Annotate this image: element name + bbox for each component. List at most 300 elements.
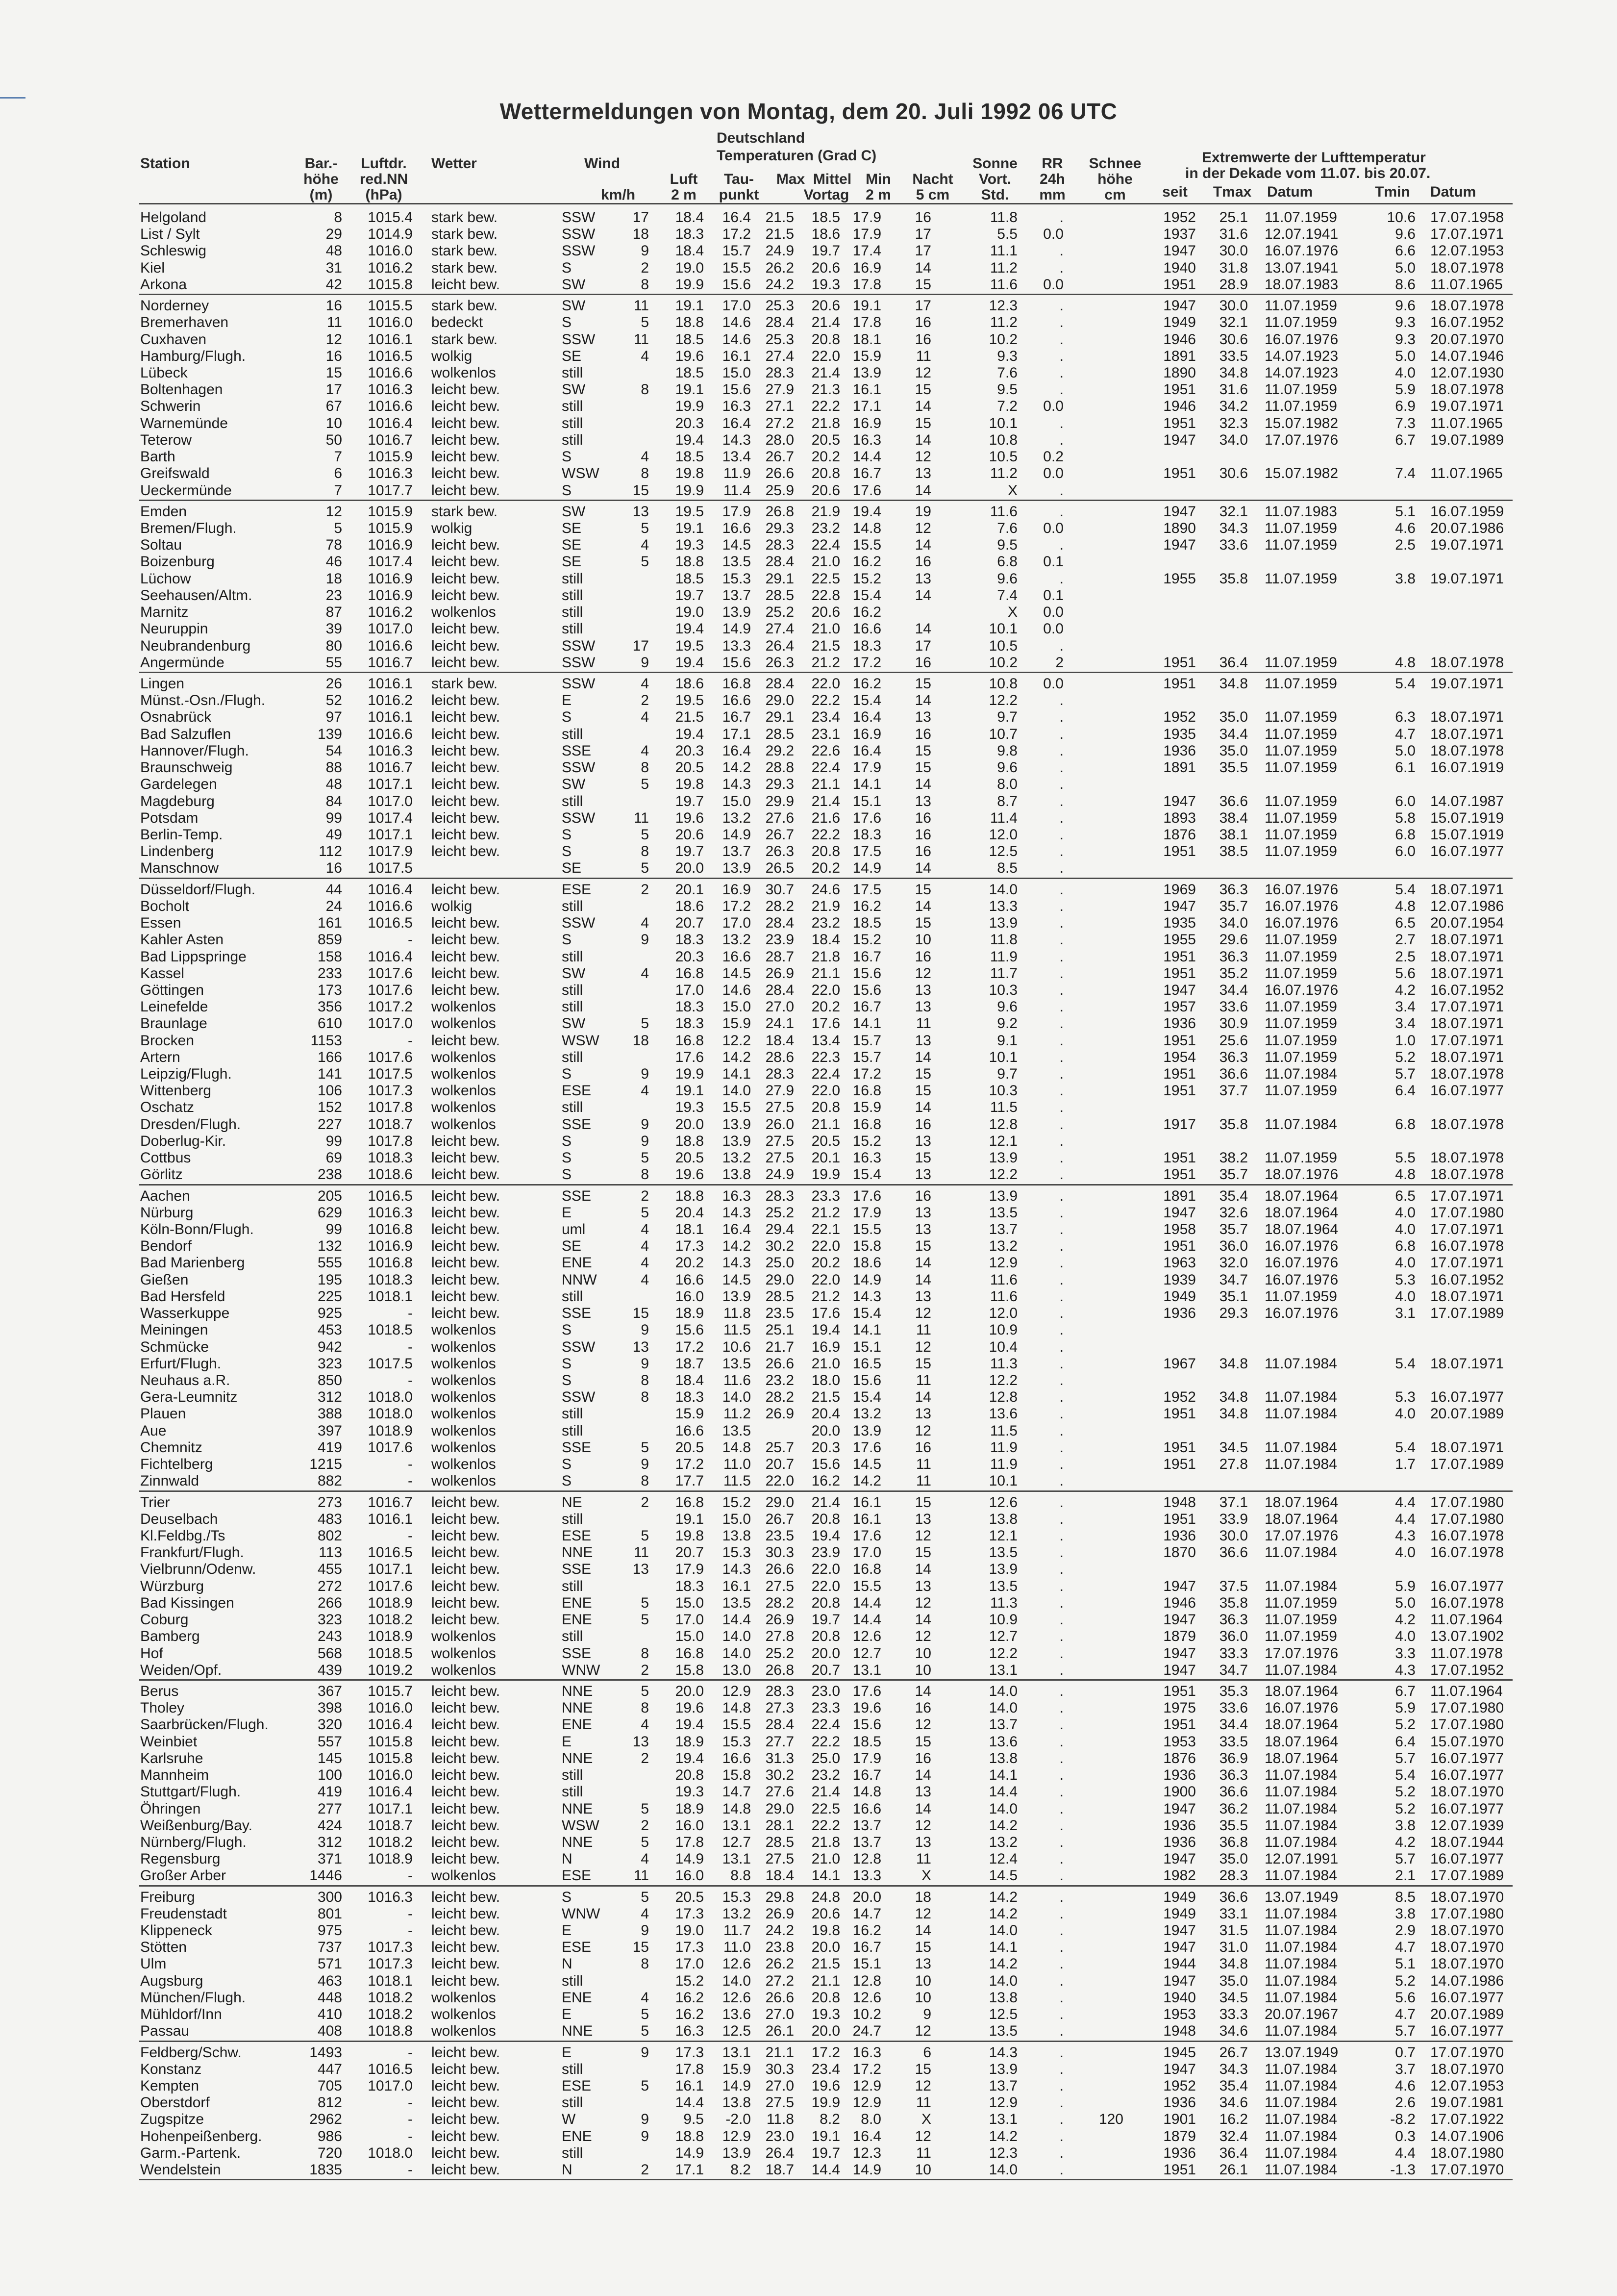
cell-luftdruck: 1016.3 [368,381,413,398]
cell-rr-24h: . [1059,1439,1064,1456]
cell-rr-24h: . [1059,1834,1064,1850]
cell-tmax: 36.0 [1219,1628,1248,1645]
cell-max: 21.5 [765,226,794,243]
cell-rr-24h: . [1059,431,1064,448]
cell-tmax-datum: 12.07.1991 [1265,1851,1339,1867]
cell-schnee: 120 [1098,2111,1123,2128]
cell-wetter: wolkig [431,520,473,536]
cell-tmax-datum: 11.07.1984 [1265,2023,1337,2040]
cell-mittel: 21.1 [811,776,840,793]
cell-max: 24.9 [765,243,794,259]
cell-station: Meiningen [140,1322,208,1338]
cell-station: Lindenberg [140,843,214,860]
cell-max: 24.2 [765,276,794,293]
cell-tmax-datum: 18.07.1983 [1265,276,1339,293]
cell-luft-2m: 20.6 [675,826,704,843]
header-extreme-2: in der Dekade vom 11.07. bis 20.07. [1185,165,1431,181]
cell-station: Essen [140,915,181,931]
cell-taupunkt: 14.7 [722,1784,751,1800]
cell-tmax: 32.0 [1219,1255,1248,1271]
cell-tmin-datum: 18.07.1978 [1430,1166,1504,1183]
header-mittel: Mittel [813,171,852,187]
cell-sonne: 11.6 [990,1288,1018,1305]
cell-wind-richtung: SSW [562,675,596,692]
cell-bar-hoehe: 371 [317,1851,342,1867]
cell-nacht-5cm: 13 [915,1578,931,1594]
cell-tmin-datum: 17.07.1971 [1430,226,1504,243]
cell-seit: 1951 [1163,1439,1196,1456]
cell-seit: 1947 [1163,793,1196,809]
cell-tmax: 28.9 [1219,276,1248,293]
cell-max: 28.5 [765,726,794,742]
cell-rr-24h: 0.0 [1043,465,1064,482]
cell-min: 16.9 [852,259,881,276]
header-rr-1: RR [1042,155,1063,172]
cell-tmax-datum: 11.07.1959 [1265,298,1337,314]
cell-nacht-5cm: 13 [915,793,931,809]
cell-wind-kmh: 11 [633,809,649,826]
cell-nacht-5cm: 15 [915,742,931,759]
cell-tmin-datum: 18.07.1944 [1430,1834,1504,1850]
cell-nacht-5cm: 12 [915,520,931,536]
cell-taupunkt: 14.2 [722,759,751,776]
cell-wind-richtung: S [562,709,572,726]
cell-station: Saarbrücken/Flugh. [140,1716,269,1733]
cell-tmin-datum: 16.07.1952 [1430,1271,1504,1288]
table-row [0,793,1617,810]
cell-station: Bamberg [140,1628,200,1645]
cell-wetter: leicht bew. [431,276,500,293]
cell-wetter: leicht bew. [431,449,500,465]
cell-wetter: stark bew. [431,259,498,276]
cell-station: Köln-Bonn/Flugh. [140,1221,254,1237]
cell-tmin-datum: 14.07.1946 [1430,348,1504,364]
cell-wind-richtung: still [562,365,583,381]
cell-wetter: leicht bew. [431,2061,500,2077]
cell-station: Schwerin [140,398,201,415]
cell-tmax-datum: 17.07.1976 [1265,1527,1339,1544]
cell-tmin: 5.4 [1395,1767,1416,1783]
cell-mittel: 20.5 [811,431,840,448]
cell-taupunkt: 15.0 [722,999,751,1015]
cell-tmin-datum: 19.07.1971 [1430,570,1504,587]
cell-wind-kmh: 13 [632,1733,649,1750]
cell-station: Nürnberg/Flugh. [140,1834,247,1850]
cell-rr-24h: . [1059,2094,1064,2111]
cell-tmin-datum: 17.07.1971 [1430,1187,1504,1204]
cell-sonne: 13.7 [989,1716,1018,1733]
cell-taupunkt: 14.3 [722,1255,751,1271]
cell-max: 27.0 [765,2006,794,2023]
cell-sonne: 12.0 [989,826,1018,843]
cell-luftdruck: 1017.8 [368,1099,413,1116]
cell-wetter: leicht bew. [431,398,500,415]
cell-nacht-5cm: 19 [915,503,931,520]
cell-mittel: 22.5 [811,1800,840,1817]
cell-luft-2m: 18.3 [675,1389,704,1406]
cell-max: 24.9 [765,1166,794,1183]
cell-tmin: 4.8 [1395,1166,1416,1183]
table-row [0,1187,1617,1205]
cell-bar-hoehe: 233 [317,965,342,982]
cell-tmin-datum: 17.07.1952 [1430,1662,1504,1678]
cell-wind-kmh: 9 [641,1355,649,1372]
cell-min: 17.6 [852,1683,881,1699]
cell-max: 27.5 [765,1150,794,1166]
cell-seit: 1951 [1163,654,1196,671]
cell-taupunkt: 17.0 [722,298,751,314]
cell-luft-2m: 16.8 [675,1645,704,1662]
cell-wind-richtung: still [562,587,583,604]
cell-wetter: wolkenlos [431,1645,496,1662]
cell-mittel: 21.4 [811,1784,840,1800]
cell-luft-2m: 20.7 [675,1544,704,1561]
header-datum-2: Datum [1430,184,1476,200]
cell-taupunkt: 13.7 [722,587,751,604]
cell-seit: 1947 [1163,2061,1196,2077]
cell-nacht-5cm: 12 [915,365,931,381]
cell-wetter: leicht bew. [431,1956,500,1972]
cell-taupunkt: 12.6 [722,1956,751,1972]
cell-wetter: stark bew. [431,209,498,226]
cell-max: 27.6 [765,1784,794,1800]
cell-wetter: leicht bew. [431,2128,500,2145]
cell-wind-kmh: 5 [641,776,649,793]
cell-min: 16.7 [852,1939,881,1956]
cell-bar-hoehe: 84 [325,793,342,809]
cell-nacht-5cm: 14 [915,259,931,276]
cell-wind-richtung: NNE [562,1800,593,1817]
cell-mittel: 21.2 [811,654,840,671]
cell-mittel: 20.2 [811,999,840,1015]
table-row [0,570,1617,587]
cell-luftdruck: 1017.3 [368,1083,413,1099]
cell-station: Seehausen/Altm. [140,587,252,604]
cell-tmax: 35.0 [1219,1972,1248,1989]
cell-mittel: 20.1 [811,1150,840,1166]
cell-taupunkt: 14.1 [722,1066,751,1082]
cell-tmax-datum: 11.07.1959 [1265,948,1337,965]
cell-wetter: wolkenlos [431,1662,496,1678]
cell-luftdruck: 1016.7 [368,759,413,776]
table-row [0,1972,1617,1990]
cell-sonne: 11.2 [990,259,1018,276]
cell-taupunkt: 15.7 [722,243,751,259]
cell-wind-kmh: 4 [641,675,649,692]
cell-mittel: 22.2 [811,692,840,709]
cell-nacht-5cm: 14 [915,482,931,499]
cell-tmax-datum: 11.07.1984 [1265,1867,1337,1884]
cell-wind-richtung: SW [562,965,586,982]
cell-luft-2m: 19.8 [675,1527,704,1544]
cell-station: Wasserkuppe [140,1305,230,1322]
header-temperaturen: Temperaturen (Grad C) [717,148,877,164]
cell-luft-2m: 17.8 [675,1834,704,1850]
cell-mittel: 23.3 [811,1700,840,1716]
cell-tmin-datum: 18.07.1970 [1430,1784,1504,1800]
cell-luft-2m: 19.1 [675,1511,704,1527]
cell-taupunkt: 16.4 [722,415,751,431]
cell-tmin-datum: 18.07.1978 [1430,654,1504,671]
cell-bar-hoehe: 24 [325,898,342,914]
cell-bar-hoehe: 850 [317,1372,342,1388]
cell-bar-hoehe: 161 [317,915,342,931]
cell-mittel: 18.5 [811,209,840,226]
cell-mittel: 23.4 [811,2061,840,2077]
table-row [0,898,1617,915]
cell-wetter: wolkenlos [431,1355,496,1372]
header-seit: seit [1162,184,1188,200]
cell-sonne: 9.7 [997,709,1018,726]
cell-luft-2m: 16.8 [675,1032,704,1049]
cell-min: 16.1 [852,1511,881,1527]
cell-wetter: wolkenlos [431,1066,496,1082]
cell-seit: 1953 [1163,1733,1196,1750]
cell-nacht-5cm: 14 [915,1612,931,1628]
cell-rr-24h: 0.0 [1043,604,1064,621]
cell-sonne: 11.5 [990,1099,1018,1116]
cell-nacht-5cm: 15 [915,1544,931,1561]
cell-tmin-datum: 17.07.1980 [1430,1494,1504,1511]
cell-bar-hoehe: 141 [317,1066,342,1082]
table-row [0,1015,1617,1032]
cell-station: Trier [140,1494,170,1511]
cell-sonne: 12.9 [989,2094,1018,2111]
header-2m: 2 m [866,187,891,203]
cell-tmax: 36.4 [1219,654,1248,671]
cell-wind-kmh: 2 [641,692,649,709]
cell-station: Konstanz [140,2061,202,2077]
cell-wind-kmh: 4 [641,965,649,982]
cell-min: 17.6 [852,1527,881,1544]
table-row [0,1388,1617,1406]
cell-bar-hoehe: 1446 [309,1867,342,1884]
cell-wetter: stark bew. [431,298,498,314]
header-luftdr-1: Luftdr. [361,155,407,172]
cell-max: 26.8 [765,1662,794,1678]
cell-min: 12.9 [852,2078,881,2094]
cell-luftdruck: 1016.1 [368,675,413,692]
table-row [0,503,1617,520]
cell-luftdruck: 1016.6 [368,637,413,654]
cell-taupunkt: 17.2 [722,226,751,243]
cell-wind-kmh: 2 [641,1187,649,1204]
cell-min: 14.1 [852,1322,881,1338]
cell-max: 25.2 [765,604,794,621]
cell-rr-24h: . [1059,1645,1064,1662]
cell-mittel: 22.0 [811,1561,840,1578]
cell-nacht-5cm: 9 [923,2006,931,2023]
cell-tmax: 33.3 [1219,2006,1248,2023]
cell-sonne: 13.7 [989,2078,1018,2094]
cell-luftdruck: 1018.9 [368,1594,413,1611]
cell-luft-2m: 20.5 [675,759,704,776]
cell-luft-2m: 16.3 [675,2023,704,2040]
cell-wind-kmh: 8 [641,1389,649,1406]
cell-tmin: 4.0 [1395,1628,1416,1645]
cell-bar-hoehe: 15 [325,365,342,381]
cell-sonne: 9.5 [997,537,1018,554]
cell-rr-24h: . [1059,1750,1064,1766]
cell-luftdruck: 1015.8 [368,1750,413,1766]
cell-luftdruck: 1016.8 [368,1221,413,1237]
cell-luftdruck: 1016.6 [368,726,413,742]
cell-taupunkt: 14.5 [722,965,751,982]
cell-seit: 1936 [1163,1817,1196,1834]
cell-min: 15.4 [852,1166,881,1183]
cell-luftdruck: 1018.5 [368,1645,413,1662]
cell-station: Bendorf [140,1238,192,1255]
cell-bar-hoehe: 54 [325,742,342,759]
cell-seit: 1946 [1163,398,1196,415]
cell-luft-2m: 17.3 [675,1238,704,1255]
cell-sonne: 13.5 [989,1578,1018,1594]
cell-sonne: 11.9 [990,1439,1018,1456]
cell-mittel: 20.0 [811,1645,840,1662]
cell-max: 26.0 [765,1116,794,1133]
cell-wetter: wolkenlos [431,999,496,1015]
cell-tmax-datum: 18.07.1964 [1265,1511,1339,1527]
cell-luft-2m: 19.4 [675,726,704,742]
cell-tmax: 34.5 [1219,1989,1248,2006]
cell-wind-kmh: 8 [641,1473,649,1489]
cell-nacht-5cm: 15 [915,1939,931,1956]
cell-taupunkt: 15.3 [722,570,751,587]
table-row [0,1338,1617,1356]
cell-max: 29.0 [765,1494,794,1511]
cell-tmax-datum: 14.07.1923 [1265,365,1339,381]
cell-taupunkt: 16.6 [722,1750,751,1766]
cell-station: Kassel [140,965,185,982]
cell-rr-24h: . [1059,1271,1064,1288]
cell-rr-24h: . [1059,1099,1064,1116]
cell-seit: 1949 [1163,1288,1196,1305]
cell-luft-2m: 16.2 [675,1989,704,2006]
cell-tmax: 32.4 [1219,2128,1248,2145]
cell-rr-24h: 0.2 [1043,449,1064,465]
cell-bar-hoehe: 737 [317,1939,342,1956]
cell-station: Angermünde [140,654,224,671]
cell-luftdruck: 1018.1 [368,1288,413,1305]
cell-wind-kmh: 2 [641,1817,649,1834]
cell-tmax: 35.5 [1219,759,1248,776]
cell-taupunkt: 10.6 [722,1338,751,1355]
cell-wind-kmh: 2 [641,1494,649,1511]
cell-nacht-5cm: 14 [915,1099,931,1116]
cell-tmin: 4.8 [1395,654,1416,671]
cell-seit: 1954 [1163,1049,1196,1065]
cell-taupunkt: 17.1 [722,726,751,742]
table-row [0,2111,1617,2128]
cell-luft-2m: 19.6 [675,348,704,364]
cell-wind-richtung: ESE [562,1083,592,1099]
cell-nacht-5cm: 16 [915,1750,931,1766]
cell-tmax: 36.3 [1219,1767,1248,1783]
cell-wetter: wolkenlos [431,1389,496,1406]
cell-luft-2m: 19.3 [675,1784,704,1800]
table-row [0,1766,1617,1784]
cell-seit: 1945 [1163,2044,1196,2061]
cell-tmin-datum: 11.07.1964 [1430,1612,1503,1628]
cell-sonne: 8.0 [997,776,1018,793]
table-row [0,1099,1617,1116]
cell-tmax-datum: 14.07.1923 [1265,348,1339,364]
cell-station: Cuxhaven [140,331,207,348]
cell-sonne: 14.2 [989,1817,1018,1834]
cell-station: Leinefelde [140,999,208,1015]
cell-tmax: 35.7 [1219,1166,1248,1183]
cell-max: 26.7 [765,449,794,465]
cell-bar-hoehe: 720 [317,2145,342,2161]
cell-max: 27.0 [765,2078,794,2094]
cell-tmax: 35.5 [1219,1817,1248,1834]
cell-tmax: 36.6 [1219,1889,1248,1905]
cell-mittel: 21.3 [811,381,840,398]
cell-min: 16.2 [852,604,881,621]
cell-tmax-datum: 11.07.1959 [1265,1083,1337,1099]
cell-seit: 1917 [1163,1116,1196,1133]
cell-wetter: leicht bew. [431,2044,500,2061]
cell-mittel: 19.4 [811,1527,840,1544]
cell-bar-hoehe: 629 [317,1204,342,1221]
cell-wind-kmh: 8 [641,1166,649,1183]
cell-tmin: 3.8 [1395,1905,1416,1922]
cell-tmin-datum: 16.07.1952 [1430,314,1504,331]
cell-luftdruck: 1017.4 [368,809,413,826]
cell-nacht-5cm: 17 [915,298,931,314]
cell-bar-hoehe: 453 [317,1322,342,1338]
cell-tmin: 4.4 [1395,1494,1416,1511]
cell-tmin: 6.8 [1395,1116,1416,1133]
cell-wind-kmh: 11 [633,1544,649,1561]
cell-taupunkt: 14.6 [722,314,751,331]
cell-luft-2m: 19.4 [675,1750,704,1766]
cell-rr-24h: 0.1 [1043,587,1064,604]
cell-luft-2m: 17.1 [675,2162,704,2178]
cell-tmax-datum: 11.07.1984 [1265,1578,1337,1594]
cell-max: 27.9 [765,381,794,398]
cell-max: 28.4 [765,314,794,331]
cell-seit: 1946 [1163,1594,1196,1611]
cell-tmin-datum: 18.07.1971 [1430,709,1504,726]
cell-tmin-datum: 12.07.1939 [1430,1817,1504,1834]
cell-nacht-5cm: 10 [915,1645,931,1662]
cell-tmin: 5.0 [1395,259,1416,276]
cell-mittel: 23.9 [811,1544,840,1561]
cell-max: 21.5 [765,209,794,226]
cell-seit: 1935 [1163,726,1196,742]
cell-wetter: stark bew. [431,226,498,243]
cell-rr-24h: . [1059,259,1064,276]
cell-taupunkt: 13.9 [722,1133,751,1149]
cell-bar-hoehe: 398 [317,1700,342,1716]
cell-tmin-datum: 18.07.1978 [1430,742,1504,759]
cell-luftdruck: 1017.4 [368,554,413,570]
cell-min: 17.6 [852,482,881,499]
cell-nacht-5cm: 14 [915,1767,931,1783]
cell-station: Norderney [140,298,209,314]
cell-wetter: leicht bew. [431,1700,500,1716]
cell-seit: 1947 [1163,1972,1196,1989]
cell-wetter: leicht bew. [431,793,500,809]
cell-rr-24h: . [1059,1389,1064,1406]
cell-max: 28.5 [765,587,794,604]
cell-rr-24h: . [1059,637,1064,654]
cell-wind-kmh: 9 [641,2128,649,2145]
table-row [0,226,1617,243]
cell-bar-hoehe: 132 [317,1238,342,1255]
cell-luft-2m: 21.5 [675,709,704,726]
